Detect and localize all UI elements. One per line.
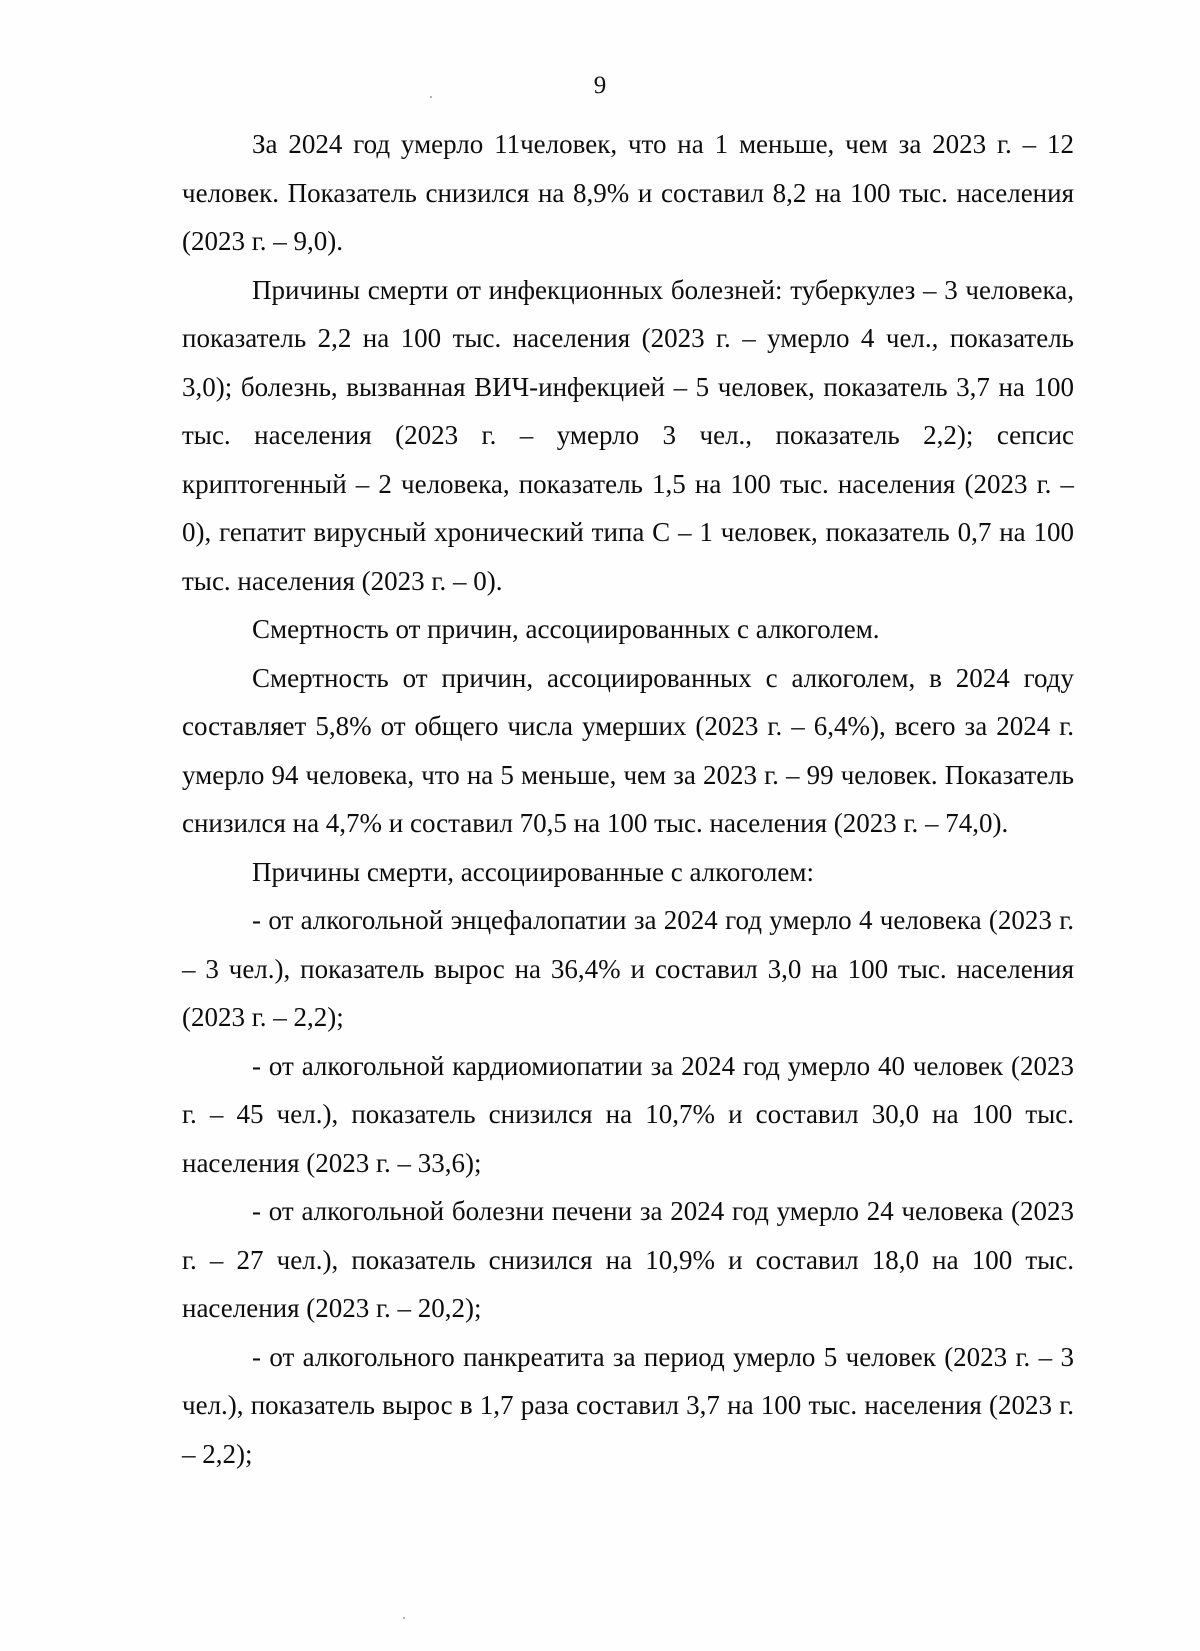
document-body [182,120,1074,1478]
paragraph-alcohol-mortality: Смертность от причин, ассоциированных с алкоголем, в 2024 году составляет 5,8% от общего числа умерших (2023 г. – 6,4%), всего за 2024 г. умерло 94 человека, что на 5 меньше, чем за 2023 г. – 99 человек. Показатель снизился на 4,7% и составил 70,5 на 100 тыс. населения (2023 г. – 74,0). [182,662,1074,838]
scan-artifact [403,1617,405,1619]
paragraph-alcohol-causes-intro: Причины смерти, ассоциированные с алкоголем: [252,856,814,887]
list-item-encephalopathy: - от алкогольной энцефалопатии за 2024 год умерло 4 человека (2023 г. – 3 чел.), показатель вырос на 36,4% и составил 3,0 на 100 тыс. населения (2023 г. – 2,2); [182,905,1074,1032]
list-item-cardiomyopathy: - от алкогольной кардиомиопатии за 2024 год умерло 40 человек (2023 г. – 45 чел.), показатель снизился на 10,7% и составил 30,0 на 100 тыс. населения (2023 г. – 33,6); [182,1050,1074,1178]
scan-artifact [430,96,432,98]
page-number: 9 [593,72,607,99]
list-item-pancreatitis: - от алкогольного панкреатита за период умерло 5 человек (2023 г. – 3 чел.), показатель вырос в 1,7 раза составил 3,7 на 100 тыс. населения (2023 г. – 2,2); [182,1341,1074,1469]
paragraph-deaths-summary: За 2024 год умерло 11человек, что на 1 меньше, чем за 2023 г. – 12 человек. Показатель снизился на 8,9% и составил 8,2 на 100 тыс. населения (2023 г. – 9,0). [182,129,1074,256]
list-item-liver-disease: - от алкогольной болезни печени за 2024 год умерло 24 человека (2023 г. – 27 чел.), показатель снизился на 10,9% и составил 18,0 на 100 тыс. населения (2023 г. – 20,2); [182,1196,1074,1323]
paragraph-infectious-causes: Причины смерти от инфекционных болезней: туберкулез – 3 человека, показатель 2,2 на 100 тыс. населения (2023 г. – умерло 4 чел., показатель 3,0); болезнь, вызванная ВИЧ-инфекцией – 5 человек, показатель 3,7 на 100 тыс. населения (2023 г. – умерло 3 чел., показатель 2,2); сепсис криптогенный – 2 человека, показатель 1,5 на 100 тыс. населения (2023 г. – 0), гепатит вирусный хронический типа С – 1 человек, показатель 0,7 на 100 тыс. населения (2023 г. – 0). [182,274,1074,596]
section-heading-alcohol: Смертность от причин, ассоциированных с алкоголем. [252,614,880,644]
